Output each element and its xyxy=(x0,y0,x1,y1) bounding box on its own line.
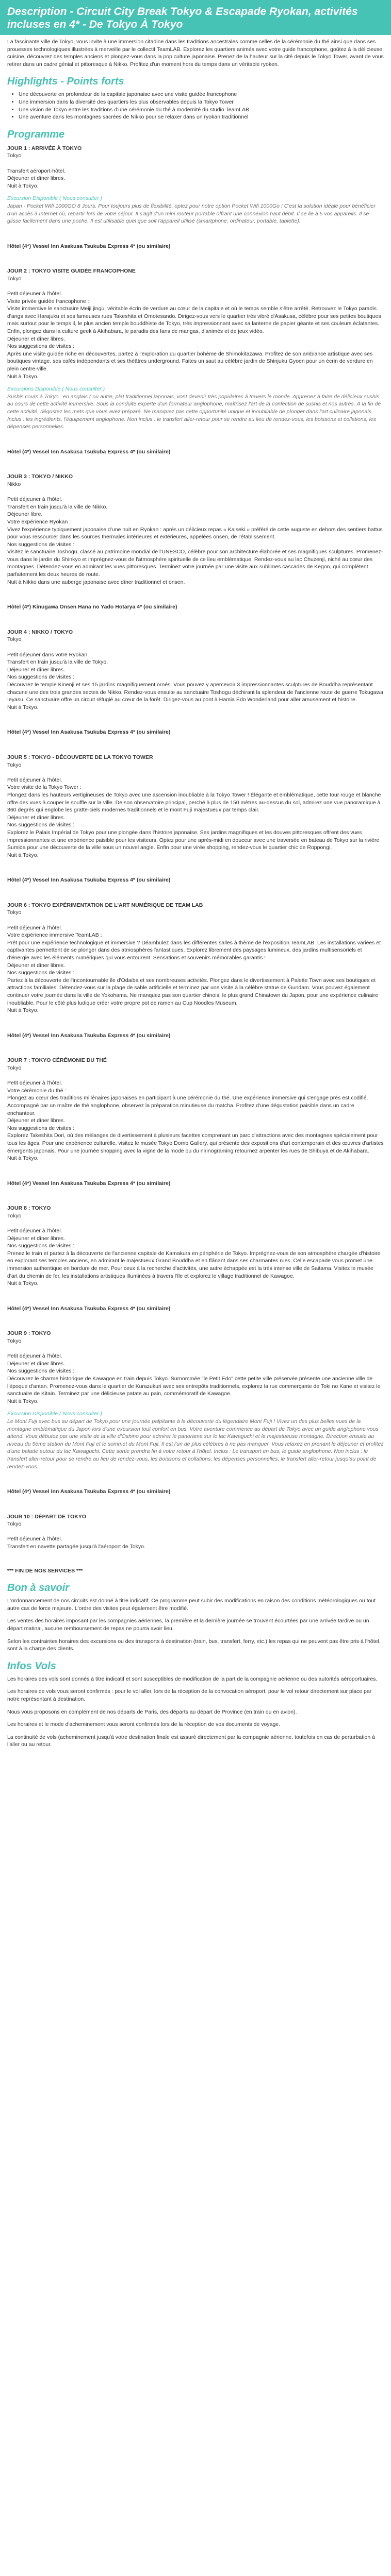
day-line: Tokyo xyxy=(7,1064,22,1071)
day-lines xyxy=(7,852,384,859)
day-line: Nos suggestions de visites : xyxy=(7,1368,75,1375)
day-line: Tokyo xyxy=(7,1521,22,1528)
day-suggestions: Après une visite guidée riche en découvertes, partez à l'exploration du quartier bohème de Shimokitazawa. Profitez de son ambiance artistique avec ses boutiques vintage, ses cafés indépendants et ses théâtres underground. Faites un saut au célèbre jardin de Shinjuku Gyoen pour un écrin de verdure en plein centre-ville. xyxy=(7,350,373,372)
day-line: Tokyo xyxy=(7,1338,22,1344)
spacer xyxy=(7,1470,384,1482)
day-block xyxy=(7,473,384,624)
day-line: Nuit à Nikko dans une auberge japonaise avec dîner traditionnel et onsen. xyxy=(7,579,185,585)
day-line: Nuit à Tokyo. xyxy=(7,1280,39,1287)
spacer xyxy=(7,1551,384,1562)
day-lines xyxy=(7,1007,384,1014)
day-title: JOUR 3 : TOKYO / NIKKO xyxy=(7,473,73,480)
day-line: Petit déjeuner à l'hôtel. xyxy=(7,924,62,931)
hotel-info: Hôtel (4*) Vessel Inn Asakusa Tsukuba Express 4* (ou similaire) xyxy=(7,877,171,884)
highlight-item: • Une vision de Tokyo entre les traditions d'une cérémonie du thé à modernité du studio TeamLAB xyxy=(19,106,384,114)
day-line: Petit déjeuner à l'hôtel. xyxy=(7,1080,62,1087)
infos-vols-paragraph: La continuité de vols (acheminement jusqu'à votre destination finale est assuré directement par la compagnie aérienne, toutefois en cas de perturbation à l'aller ou au retour. xyxy=(7,1734,375,1748)
day-line: Petit déjeuner à l'hôtel. xyxy=(7,1353,62,1360)
day-lines xyxy=(7,1398,384,1405)
infos-vols-paragraph: Les horaires et le mode d'acheminement vous seront confirmés lors de la réception de vos documents de voyage. xyxy=(7,1721,281,1728)
day-title: JOUR 1 : ARRIVÉE À TOKYO xyxy=(7,145,82,151)
spacer xyxy=(7,1314,384,1326)
spacer xyxy=(7,1287,384,1299)
day-lines xyxy=(7,1520,384,1550)
spacer xyxy=(7,1498,384,1509)
day-lines xyxy=(7,704,384,711)
infos-vols-paragraph: Les horaires de vols vous seront confirmés : pour le vol aller, lors de la réception de la convocation aéroport, pour le vol retour directement sur place par notre représentant à destination. xyxy=(7,1688,372,1702)
day-line: Nos suggestions de visites : xyxy=(7,1125,75,1131)
day-line: Tokyo xyxy=(7,909,22,916)
day-lines xyxy=(7,275,384,305)
day-description: Découvrez le charme historique de Kawagoe en train depuis Tokyo. Surnommée "le Petit Edo" cette petite ville préservée présente une ancienne ville de l'époque d'antan. Promenez-vous dans le quartier de Kurazukuri avec ses entrepôts traditionnels, explorez la rue commerçante de Toki no Kane et visitez le sanctuaire de Kitain. Terminez par une délicieuse patate au pain, commémoratif de Kawagoe. xyxy=(7,1375,381,1397)
day-line: Transfert aéroport-hôtel. xyxy=(7,167,66,174)
day-line: Transfert en train jusqu'à la ville de Tokyo. xyxy=(7,659,108,666)
spacer xyxy=(7,252,384,263)
spacer xyxy=(7,1014,384,1026)
day-line: Nos suggestions de visites : xyxy=(7,1243,75,1249)
day-line xyxy=(7,917,384,924)
day-title: JOUR 6 : TOKYO EXPÉRIMENTATION DE L'ART NUMÉRIQUE DE TEAM LAB xyxy=(7,902,203,908)
day-line: Votre expérience immersive TeamLAB : xyxy=(7,932,102,939)
hotel-info: Hôtel (4*) Vessel Inn Asakusa Tsukuba Express 4* (ou similaire) xyxy=(7,448,171,455)
day-lines xyxy=(7,1337,384,1375)
day-lines xyxy=(7,152,384,190)
bon-a-savoir-paragraph: L'ordonnancement de nos circuits est donné à titre indicatif. Ce programme peut subir des modifications en raison des conditions météorologiques ou tout autre cas de force majeure. L'ordre des visites peut également être modifié. xyxy=(7,1598,376,1612)
bon-a-savoir-paragraph: Selon les contraintes horaires des excursions ou des transports à destination (train, bus, transfert, ferry, etc.) les repas qui ne peuvent pas être pris à l'hôtel, sont à la charge des clients. xyxy=(7,1638,381,1652)
day-suggestions: Explorez le Palais Impérial de Tokyo pour une plongée dans l'histoire japonaise. Ses jardins magnifiques et les douves pittoresques offrent des vues impressionnantes et une expérience paisible pour les visiteurs. Optez pour une après-midi en douceur avec une traversée en bateau de Tokyo sur la rivière Sumida pour une découverte de la ville sous un nouvel angle. Enfin pour une virée shopping, rendez-vous le quartier chic de Roppongi. xyxy=(7,829,380,851)
banner-title-line-2: incluses en 4* - De Tokyo À Tokyo xyxy=(7,19,183,30)
day-line: Nuit à Tokyo. xyxy=(7,182,39,189)
day-description: Plongez dans les hauteurs vertigineuses de Tokyo avec une ascension inoubliable à la Tokyo Tower ! Élégante et emblématique, cette tour rouge et blanche offre des vues à couper le souffle sur la ville. De son observatoire principal, perché à plus de 150 mètres au-dessus du sol, admirez une vue panoramique à 360 degrés qui englobe les gratte-ciels modernes traditionnels et le mont Fuji majestueux par temps clair. xyxy=(7,791,381,814)
day-lines xyxy=(7,962,384,977)
day-block xyxy=(7,1205,384,1326)
day-line: Tokyo xyxy=(7,275,22,282)
day-lines xyxy=(7,373,384,381)
highlight-item: • Une découverte en profondeur de la capitale japonaise avec une visite guidée francophone xyxy=(19,91,384,98)
optional-excursion-text: Japan - Pocket Wifi 1000GO 8 Jours. Pour toujours plus de flexibilité, optez pour notre option Pocket Wifi 1000Go ! C'est la solution idéale pour bénéficier d'un accès à Internet où, repartir lors de votre séjour. Il s'agit d'un mini routeur portable offrant une connexion haut débit. Il se lie à 5 vos appareils. Il se glisse facilement dans une poche. Il est utilisable quel que soit l'appareil utilisé (smartphone, ordinateur, portable, tablette). xyxy=(7,202,376,225)
day-line: Nuit à Tokyo. xyxy=(7,1398,39,1404)
day-line: Petit déjeuner à l'hôtel. xyxy=(7,496,62,503)
day-line: Tokyo xyxy=(7,152,22,159)
day-line: Visite privée guidée francophone : xyxy=(7,298,89,304)
day-line xyxy=(7,1072,384,1080)
day-line: Nos suggestions de visites : xyxy=(7,674,75,681)
end-of-services: *** FIN DE NOS SERVICES *** xyxy=(7,1567,83,1574)
hotel-info: Hôtel (4*) Vessel Inn Asakusa Tsukuba Express 4* (ou similaire) xyxy=(7,1032,171,1039)
day-suggestions: Partez à la découverte de l'incontournable île d'Odaiba et ses nombreuses activités. Plongez dans le divertissement à Palette Town avec ses boutiques et attractions familiales. Détendez-vous sur la plage de sable artificielle et terminez par une visite à la célèbre statue de Gundam. Vous pouvez également continuer votre journée dans la ville de Yokohama. Ne manquez pas son quartier chinois, le plus grand Chinatown du Japon, pour une expérience culinaire inoubliable. Pour le côté plus ludique créer votre propre pot de ramen au Cup Noodles Museum. xyxy=(7,977,379,1006)
hotel-info: Hôtel (4*) Vessel Inn Asakusa Tsukuba Express 4* (ou similaire) xyxy=(7,243,171,249)
day-block xyxy=(7,145,384,264)
day-lines xyxy=(7,814,384,829)
day-lines xyxy=(7,1117,384,1132)
day-title: JOUR 5 : TOKYO - DÉCOUVERTE DE LA TOKYO TOWER xyxy=(7,754,153,760)
optional-excursion-title: Excursion Disponible ( Nous consulter ) xyxy=(7,195,102,202)
day-line: Transfert en train jusqu'à la ville de Nikko. xyxy=(7,503,108,510)
day-description: Découvrez le temple Kinenji et ses 15 jardins magnifiquement ornés. Vous pouvez y apercevoir 3 impressionnantes sculptures de Bouddha représentant chacune une des trois grandes sectes de Nikko. Rendez-vous ensuite au sanctuaire Toshogu déchirant la splendeur de l'ancienne route de guerre Tokugawa Ieyasu. Ce sanctuaire offre un circuit réfugié au cœur de la forêt. Dirigez-vous au pont à Hamia Edo Wonderland pour aller amusement et histoire. xyxy=(7,682,383,703)
day-lines xyxy=(7,636,384,681)
day-title: JOUR 7 : TOKYO CÉRÉMONIE DU THÉ xyxy=(7,1057,107,1064)
day-lines xyxy=(7,1064,384,1094)
spacer xyxy=(7,457,384,469)
day-block xyxy=(7,267,384,469)
day-lines xyxy=(7,761,384,791)
page-content xyxy=(0,35,391,1749)
spacer xyxy=(7,431,384,442)
day-line: Déjeuner et dîner libres. xyxy=(7,814,66,821)
hotel-info: Hôtel (4*) Kinugawa Onsen Hana no Yado Hotarya 4* (ou similaire) xyxy=(7,604,177,611)
intro-paragraph: La fascinante ville de Tokyo, vous invite à une immersion citadine dans les traditions ancestrales comme celles de la cérémonie du thé ainsi que dans ses prouesses technologiques illustrées à merveille par le collectif TeamLAB. Explorez les quartiers animés avec votre guide francophone, goûtez à la délicieuse cuisine, découvrez des temples anciens et plongez-vous dans la pop culture japonaise. Prenez de la hauteur sur la cité depuis le Tokyo Tower, avant de vous retirer dans un cadre génial et pittoresque à Nikko. Profitez d'un moment hors du temps dans un véritable ryoken. xyxy=(7,39,384,67)
day-lines xyxy=(7,335,384,350)
day-lines xyxy=(7,909,384,939)
spacer xyxy=(7,886,384,897)
day-line: Nuit à Tokyo. xyxy=(7,1155,39,1162)
day-line xyxy=(7,282,384,290)
day-description: Vivez l'expérience typiquement japonaise d'une nuit en Ryokan : après un délicieux repas « Kaiseki » préféré de cette auguste en dehors des sentiers battus pour vous ressourcer dans les sources thermales intérieures et extérieures, appelées onsen, de l'établissement. xyxy=(7,526,383,540)
highlight-item: • Une aventure dans les montagnes sacrées de Nikko pour se relaxer dans un ryokan traditionnel xyxy=(19,113,384,121)
highlights-list xyxy=(7,91,384,121)
day-block xyxy=(7,629,384,750)
day-lines xyxy=(7,1155,384,1162)
spacer xyxy=(7,613,384,624)
spacer xyxy=(7,711,384,722)
day-line: Votre cérémonie du thé : xyxy=(7,1087,67,1094)
day-title: JOUR 4 : NIKKO / TOKYO xyxy=(7,629,73,635)
day-line: Tokyo xyxy=(7,636,22,643)
programme-heading: Programme xyxy=(7,128,65,140)
day-line: Votre expérience Ryokan : xyxy=(7,518,71,525)
day-title: JOUR 2 : TOKYO VISITE GUIDÉE FRANCOPHONE xyxy=(7,268,136,275)
spacer xyxy=(7,859,384,870)
day-line: Tokyo xyxy=(7,761,22,768)
infos-vols-heading: Infos Vols xyxy=(7,1660,56,1672)
day-line xyxy=(7,160,384,167)
optional-excursion-text: Sushis cours à Tokyo : en anglais ( ou autre, plat traditionnel japonais, vont devenir très populaires à travers le monde. Apprenez à faire de délicieux sushis au cours de cette activité immersive. Sous la conduite experte d'un formateur anglophone, maîtrisez l'art de la confection de sushis et nos autres. À la fin de cette activité, dégustez les mets que vous avez préparé. Ne manquez pas cette opportunité unique et inoubliable de plonger dans l'art culinaire japonais. Inclus : les ingrédients, l'équipement anglophone. Non inclus : le transfert aller-retour pour se rendre au lieu de rendez-vous, les boissons et collations, les dépenses personnelles. xyxy=(7,393,381,430)
day-line xyxy=(7,643,384,651)
highlight-item: • Une immersion dans la diversité des quartiers les plus observables depuis la Tokyo Tower xyxy=(19,98,384,106)
day-line: Déjeuner et dîner libres. xyxy=(7,175,66,182)
optional-excursion-title: Excursion Disponible ( Nous consulter ) xyxy=(7,1411,102,1417)
day-lines xyxy=(7,541,384,549)
day-line: Nos suggestions de visites : xyxy=(7,970,75,976)
hotel-info: Hôtel (4*) Vessel Inn Asakusa Tsukuba Express 4* (ou similaire) xyxy=(7,1180,171,1187)
hotel-info: Hôtel (4*) Vessel Inn Asakusa Tsukuba Express 4* (ou similaire) xyxy=(7,729,171,736)
optional-excursion-title: Excursions Disponible ( Nous consulter ) xyxy=(7,386,105,393)
banner-title-line-1: Description - Circuit City Break Tokyo & Escapade Ryokan, activités xyxy=(7,6,358,18)
spacer xyxy=(7,738,384,750)
day-line: Transfert en navette partagée jusqu'à l'aéroport de Tokyo. xyxy=(7,1544,145,1550)
day-block xyxy=(7,1513,384,1562)
day-block xyxy=(7,754,384,897)
day-line: Déjeuner et dîner libres. xyxy=(7,1117,66,1124)
spacer xyxy=(7,1162,384,1174)
day-line: Nikko xyxy=(7,481,21,487)
day-description: Prenez le train et partez à la découverte de l'ancienne capitale de Kamakura en périphérie de Tokyo. Imprégnez-vous de son atmosphère chargée d'histoire en explorant ses temples anciens, en admirant le majestueux Grand Bouddha et en flânant dans ses charmantes rues. Celle escapade vous promet une immersion authentique en bordure de mer. Pour ceux à la recherche d'activités, une autre échappée est la très intense ville de Saitama. Visitez le musée d'art du chemin de fer, les installations artistiques illuminées à travers l'île et explorez le village traditionnel de Kawagoe. xyxy=(7,1250,381,1279)
day-lines xyxy=(7,481,384,526)
day-lines xyxy=(7,579,384,586)
day-line: Déjeuner et dîner libres. xyxy=(7,666,66,673)
day-block xyxy=(7,902,384,1053)
day-description: Visite immersive le sanctuaire Meiji jingu, véritable écrin de verdure au cœur de la capitale et où le temps semble s'être arrêté. Retrouvez le Tokyo paradis d'angs avec Harajuku et ses fameuses rues Takeshita et Omotesando. Dirigez-vous vers le quartier très vibré d'Asakusa, célèbre pour ses petites boutiques mais surtout pour le temps il, le plus ancien temple bouddhiste de Tokyo, très impressionnant avec sa lanterne de papier géante et ses couleurs éclatantes. Enfin, plongez dans la culture geek à Akihabara, le paradis des fans de mangas, d'animés et de jeux vidéo. xyxy=(7,306,381,335)
day-line: Déjeuner libre. xyxy=(7,511,43,518)
spacer xyxy=(7,1041,384,1053)
day-line xyxy=(7,488,384,496)
day-lines xyxy=(7,1280,384,1287)
day-block xyxy=(7,1057,384,1200)
day-line: Petit déjeuner à l'hôtel. xyxy=(7,291,62,297)
day-title: JOUR 10 : DÉPART DE TOKYO xyxy=(7,1513,87,1520)
description-banner xyxy=(0,0,391,35)
hotel-info: Hôtel (4*) Vessel Inn Asakusa Tsukuba Express 4* (ou similaire) xyxy=(7,1305,171,1312)
day-line: Petit déjeuner à l'hôtel. xyxy=(7,776,62,783)
day-suggestions: Explorez Takeshita Dori, où des mélanges de divertissement à plusieurs facettes comprenant un parc d'attractions avec des montagnes spécialement pour tous les âges. Pour une expérience culturelle, visitez le musée Tokyo Domo Gallery, qui présente des expositions d'art contemporain et des œuvres d'artistes émergents japonais. Pour une journée shopping avec la vigne de la mode ou du nirinograming retournez arpenter les rues de Shibuya et de Akihabara. xyxy=(7,1132,384,1154)
day-line: Nos suggestions de visites : xyxy=(7,343,75,350)
day-line: Tokyo xyxy=(7,1212,22,1219)
spacer xyxy=(7,225,384,236)
day-line: Nuit à Tokyo. xyxy=(7,704,39,710)
day-line xyxy=(7,1528,384,1536)
day-line: Déjeuner et dîner libres. xyxy=(7,1360,66,1367)
day-line xyxy=(7,1219,384,1227)
bon-a-savoir-paragraph: Les ventes des horaires imposant par les compagnies aériennes, la première et la dernière journée se trouvent écourtées par une arrivée tardive ou un départ matinal, aucune remboursement de repas ne pourra avoir lieu. xyxy=(7,1618,369,1632)
day-line: Nuit à Tokyo. xyxy=(7,1007,39,1014)
day-line: Déjeuner et dîner libres. xyxy=(7,335,66,342)
day-line: Déjeuner et dîner libres. xyxy=(7,962,66,969)
highlights-heading: Highlights - Points forts xyxy=(7,76,124,88)
day-line: Nuit à Tokyo. xyxy=(7,852,39,858)
day-title: JOUR 9 : TOKYO xyxy=(7,1330,51,1337)
day-line: Nos suggestions de visites : xyxy=(7,822,75,828)
day-block xyxy=(7,1330,384,1509)
day-line: Petit déjeuner à l'hôtel. xyxy=(7,1228,62,1234)
optional-excursion-text: Le Mont Fuji avec bus au départ de Tokyo pour une journée palpitante à la découverte du légendaire Mont Fuji ! Vivez un des plus belles vues de la montagne emblématique du Japon lors d'une excursion tout confort en bus. Votre aventure commence au départ de Tokyo avec un guide anglophone vous attend. Vous débutez par une visite de la ville d'Oshino pour admirer le panorama sur le lac Kawaguchi et la majestueuse montagne. Direction ensuite au niveau du 5ème station du Mont Fuji et le sommet du Mont Fuji. Il est l'un de plus célèbres à ne pas manquer. Vous relaxez en prenant le déjeuner et profitez d'une balade autour du lac Kawaguchi. Cette sortie prendra fin à votre retour à l'hôtel. Inclus : Le transport en bus, le guide anglophone. Non inclus : le transfert aller-retour pour se rendre au lieu de rendez-vous, les boissons et collations, les dépenses personnelles, le transfert aller-retour jusqu'au point de rendez-vous. xyxy=(7,1418,384,1470)
day-line: Nos suggestions de visites : xyxy=(7,541,75,548)
day-description: Prêt pour une expérience technologique et immersive ? Déambulez dans les différentes salles à thème de l'exposition TeamLAB. Les installations variées et captivantes permettent de se plonger dans des atmosphères fantastiques. Explorez librement des paysages lumineux, des jardins multisensoriels et d'énergie avec les éléments numériques qui vous entourent. Sensations et souvenirs mémorables garantis ! xyxy=(7,939,381,961)
day-suggestions: Visitez le sanctuaire Toshogu, classé au patrimoine mondial de l'UNESCO, célèbre pour son architecture élaborée et ses magnifiques sculptures. Promenez-vous dans le jardin du Shinkyo et imprégnez-vous de l'atmosphère spirituelle de ce lieu emblématique. Rendez-vous au lac Chuzenji, niché au cœur des montagnes. Détendez-vous en admirant les vues pittoresques. Terminez votre journée par une visite aux sublimes cascades de Kegon, qui complètent parfaitement les deux heures de route. xyxy=(7,549,383,578)
day-title: JOUR 8 : TOKYO xyxy=(7,1205,51,1212)
hotel-info: Hôtel (4*) Vessel Inn Asakusa Tsukuba Express 4* (ou similaire) xyxy=(7,1488,171,1495)
programme-days xyxy=(7,145,384,1562)
infos-vols-paragraph: Nous vous proposons en complément de nos départs de Paris, des départs au départ de Province (en train ou en avion). xyxy=(7,1708,297,1715)
day-line: Déjeuner et dîner libres. xyxy=(7,1235,66,1242)
infos-vols-paragraph: Les horaires des vols sont donnés à titre indicatif et sont susceptibles de modification de la part de la compagnie aérienne ou des autorités aéroportuaires. xyxy=(7,1675,378,1682)
day-line: Votre visite de la Tokyo Tower : xyxy=(7,784,82,791)
day-line xyxy=(7,769,384,776)
day-description: Plongez au cœur des traditions millénaires japonaises en participant à une cérémonie du thé. Une expérience immersive qui s'engage près est codifié. Accompagné par un maître de thé anglophone, observez la préparation minutieuse du matcha. Profitez d'une dégustation paisible dans un cadre enchanteur. xyxy=(7,1095,368,1116)
day-line: Petit déjeuner dans votre Ryokan. xyxy=(7,651,89,658)
day-line xyxy=(7,1345,384,1353)
day-line: Nuit à Tokyo. xyxy=(7,373,39,380)
spacer xyxy=(7,1189,384,1200)
day-line: Petit déjeuner à l'hôtel. xyxy=(7,1536,62,1543)
spacer xyxy=(7,586,384,597)
day-lines xyxy=(7,1212,384,1250)
bon-a-savoir-heading: Bon à savoir xyxy=(7,1582,70,1594)
